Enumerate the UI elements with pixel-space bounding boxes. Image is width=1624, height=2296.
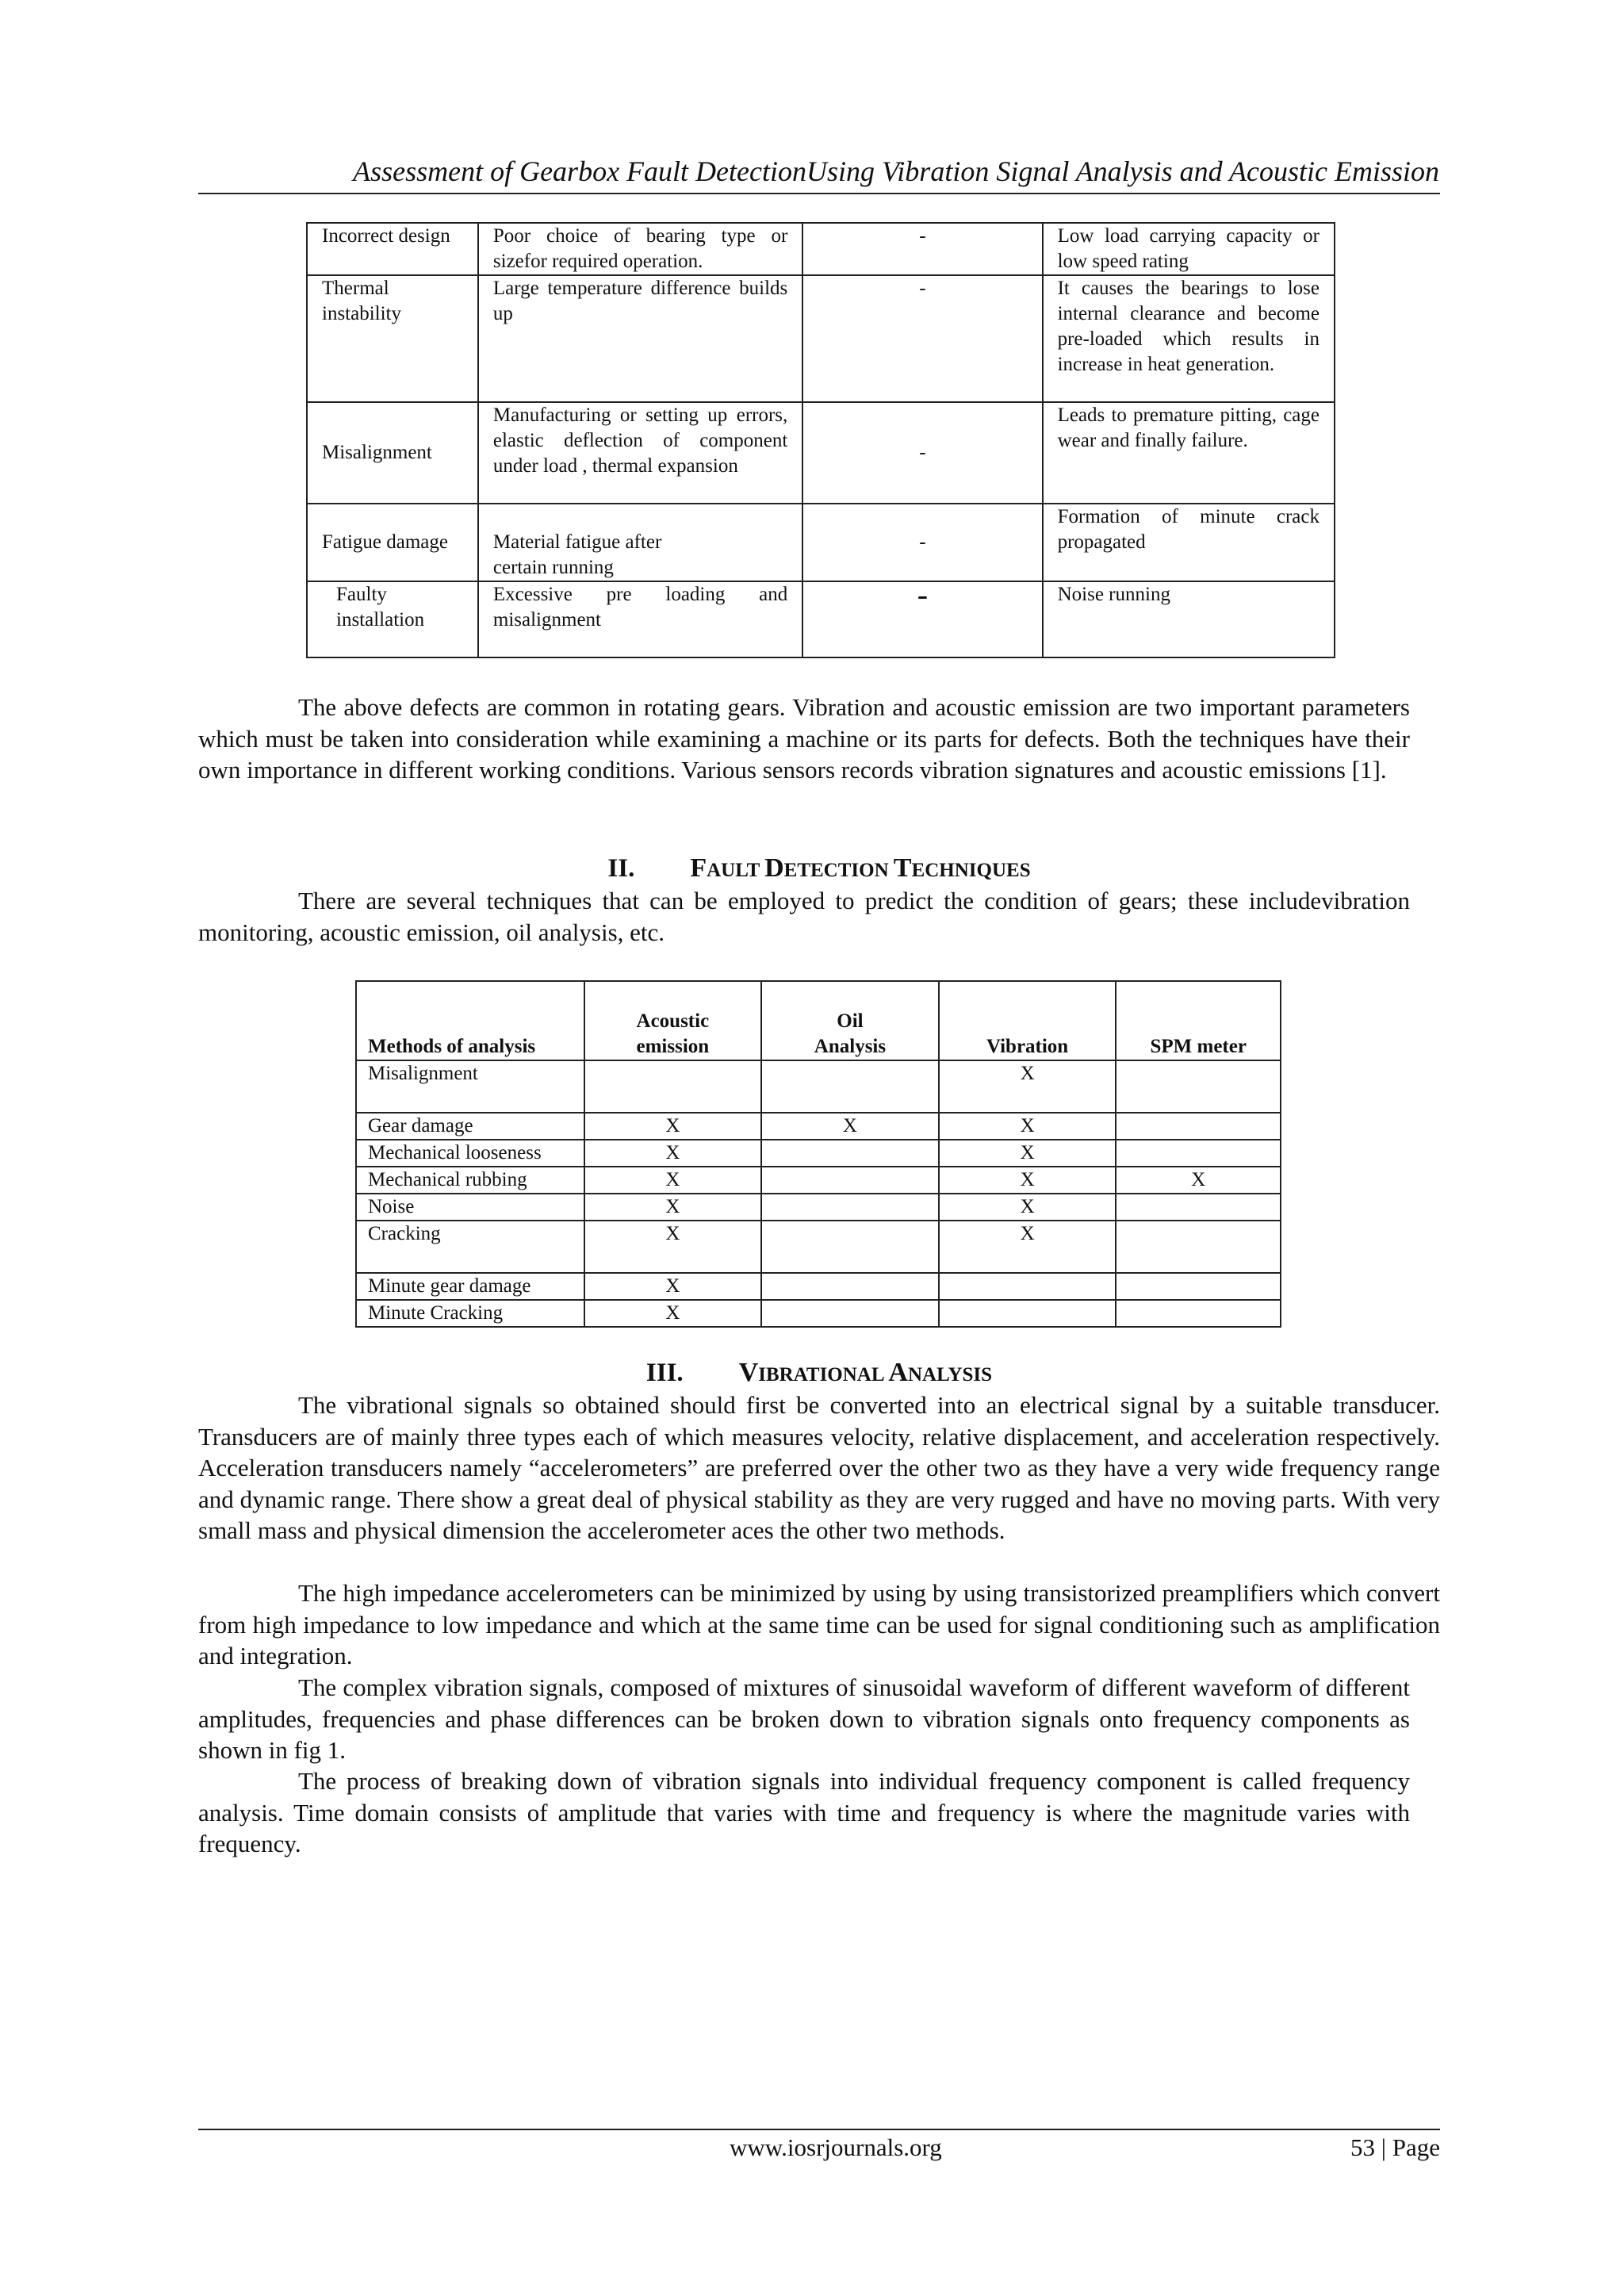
table-cell [761, 1167, 939, 1194]
table-cell: X [761, 1113, 939, 1140]
column-header: Methods of analysis [356, 981, 584, 1060]
table-cell: Mechanical rubbing [356, 1167, 584, 1194]
defect-cell: Fatigue damage [307, 504, 478, 581]
table-cell [1116, 1300, 1281, 1327]
table-cell: Misalignment [356, 1060, 584, 1113]
table-row [356, 1167, 1281, 1194]
table-cell: X [939, 1113, 1116, 1140]
table-row [356, 1060, 1281, 1113]
defect-cell: Misalignment [307, 402, 478, 504]
table-cell [761, 1140, 939, 1167]
table-row [356, 1273, 1281, 1300]
table-cell: X [584, 1113, 762, 1140]
heading-part: ECHNIQUES [911, 860, 1031, 881]
table-cell: X [939, 1060, 1116, 1113]
mark-cell: - [802, 581, 1042, 657]
table-cell: X [939, 1140, 1116, 1167]
table-cell: Cracking [356, 1221, 584, 1273]
table-cell [584, 1060, 762, 1113]
cause-line: Material fatigue after [492, 531, 662, 553]
heading-part: NALYSIS [907, 1364, 993, 1386]
cause-line: certain running [492, 557, 614, 578]
heading-part: AULT [707, 860, 765, 881]
table-cell: X [939, 1221, 1116, 1273]
table-row [307, 504, 1335, 581]
effect-cell: Low load carrying capacity or low speed rating [1043, 223, 1335, 275]
table-cell [1116, 1221, 1281, 1273]
journal-url: www.iosrjournals.org [730, 2133, 942, 2161]
table-cell: X [584, 1300, 762, 1327]
header-line: Oil [837, 1010, 864, 1032]
table-cell: X [1116, 1167, 1281, 1194]
table-row [307, 581, 1335, 657]
section-heading [198, 1358, 1440, 1388]
table-cell: X [584, 1273, 762, 1300]
defects-table [306, 222, 1335, 658]
defect-cell: Incorrect design [307, 223, 478, 275]
heading-part: IBRATIONAL [758, 1364, 889, 1386]
heading-part: ETECTION [783, 860, 894, 881]
table-cell: X [939, 1194, 1116, 1221]
column-header [584, 981, 762, 1060]
table-cell: Noise [356, 1194, 584, 1221]
running-header: Assessment of Gearbox Fault DetectionUsing Vibration Signal Analysis and Acoustic Emission [353, 155, 1439, 187]
effect-cell: It causes the bearings to lose internal clearance and become pre-loaded which results in increase in heat generation. [1043, 275, 1335, 402]
table-row [356, 1221, 1281, 1273]
column-header: Vibration [939, 981, 1116, 1060]
table-row [307, 275, 1335, 402]
table-cell [939, 1300, 1116, 1327]
mark-cell: - [802, 504, 1042, 581]
section2-paragraph: There are several techniques that can be employed to predict the condition of gears; these includevibration monitoring, acoustic emission, oil analysis, etc. [198, 887, 1410, 946]
table-cell [1116, 1060, 1281, 1113]
table-row [356, 1194, 1281, 1221]
table-row [356, 1113, 1281, 1140]
table-cell: Gear damage [356, 1113, 584, 1140]
table-cell: Minute gear damage [356, 1273, 584, 1300]
table-cell [1116, 1273, 1281, 1300]
effect-cell: Formation of minute crack propagated [1043, 504, 1335, 581]
table-row [356, 1300, 1281, 1327]
table-cell [761, 1221, 939, 1273]
table-row [307, 402, 1335, 504]
cause-cell: Manufacturing or setting up errors, elastic deflection of component under load , thermal expansion [478, 402, 802, 504]
section3-paragraph: The complex vibration signals, composed of mixtures of sinusoidal waveform of different waveform of different amplitudes, frequencies and phase differences can be broken down to vibration signals onto frequency components as shown in fig 1. [198, 1673, 1410, 1764]
table-cell [761, 1194, 939, 1221]
table-cell: X [584, 1194, 762, 1221]
intro-paragraph: The above defects are common in rotating gears. Vibration and acoustic emission are two important parameters which must be taken into consideration while examining a machine or its parts for defects. Both the techniques have their own importance in different working conditions. Various sensors records vibration signatures and acoustic emissions [1]. [198, 693, 1410, 784]
mark-cell: - [802, 402, 1042, 504]
table-cell [761, 1273, 939, 1300]
header-rule [198, 193, 1440, 194]
table-cell: X [584, 1221, 762, 1273]
effect-cell: Noise running [1043, 581, 1335, 657]
section-number: III. [645, 1359, 684, 1387]
table-cell [761, 1300, 939, 1327]
mark-cell: - [802, 275, 1042, 402]
heading-part: F [690, 853, 707, 883]
table-cell: X [584, 1140, 762, 1167]
column-header [761, 981, 939, 1060]
header-line: Analysis [814, 1036, 887, 1057]
section3-paragraph: The high impedance accelerometers can be minimized by using by using transistorized preamplifiers which convert from high impedance to low impedance and which at the same time can be used for signal conditioning such as amplification and integration. [198, 1579, 1440, 1669]
table-cell: X [584, 1167, 762, 1194]
section3-paragraph: The process of breaking down of vibration signals into individual frequency component is called frequency analysis. Time domain consists of amplitude that varies with time and frequency is where the magnitude varies with frequency. [198, 1767, 1410, 1857]
page-number: 53 | Page [1350, 2133, 1440, 2161]
header-line: Acoustic [636, 1010, 710, 1032]
section-heading [198, 853, 1440, 884]
section-number: II. [607, 854, 635, 883]
cause-cell: Poor choice of bearing type or sizefor required operation. [478, 223, 802, 275]
heading-part: A [888, 1358, 908, 1387]
table-header-row [356, 981, 1281, 1060]
table-cell [1116, 1113, 1281, 1140]
defect-cell: Faulty installation [307, 581, 478, 657]
table-cell [1116, 1140, 1281, 1167]
cause-cell [478, 504, 802, 581]
header-line: emission [636, 1036, 710, 1057]
table-cell [761, 1060, 939, 1113]
table-cell [939, 1273, 1116, 1300]
mark-cell: - [802, 223, 1042, 275]
section3-paragraph: The vibrational signals so obtained should first be converted into an electrical signal by a suitable transducer. Transducers are of mainly three types each of which measures velocity, relative displacement, and acceleration respectively. Acceleration transducers namely “accelerometers” are preferred over the other two as they have a very wide frequency range and dynamic range. There show a great deal of physical stability as they are very rugged and have no moving parts. With very small mass and physical dimension the accelerometer aces the other two methods. [198, 1391, 1440, 1544]
column-header: SPM meter [1116, 981, 1281, 1060]
table-cell [1116, 1194, 1281, 1221]
heading-part: V [738, 1358, 759, 1387]
table-cell: Minute Cracking [356, 1300, 584, 1327]
cause-cell: Large temperature difference builds up [478, 275, 802, 402]
table-row [307, 223, 1335, 275]
footer-rule [198, 2129, 1440, 2130]
defect-cell: Thermal instability [307, 275, 478, 402]
table-cell: X [939, 1167, 1116, 1194]
heading-part: D [764, 853, 784, 883]
cause-cell: Excessive pre loading and misalignment [478, 581, 802, 657]
table-row [356, 1140, 1281, 1167]
heading-part: T [893, 853, 912, 883]
effect-cell: Leads to premature pitting, cage wear and finally failure. [1043, 402, 1335, 504]
methods-table [355, 980, 1281, 1328]
table-cell: Mechanical looseness [356, 1140, 584, 1167]
